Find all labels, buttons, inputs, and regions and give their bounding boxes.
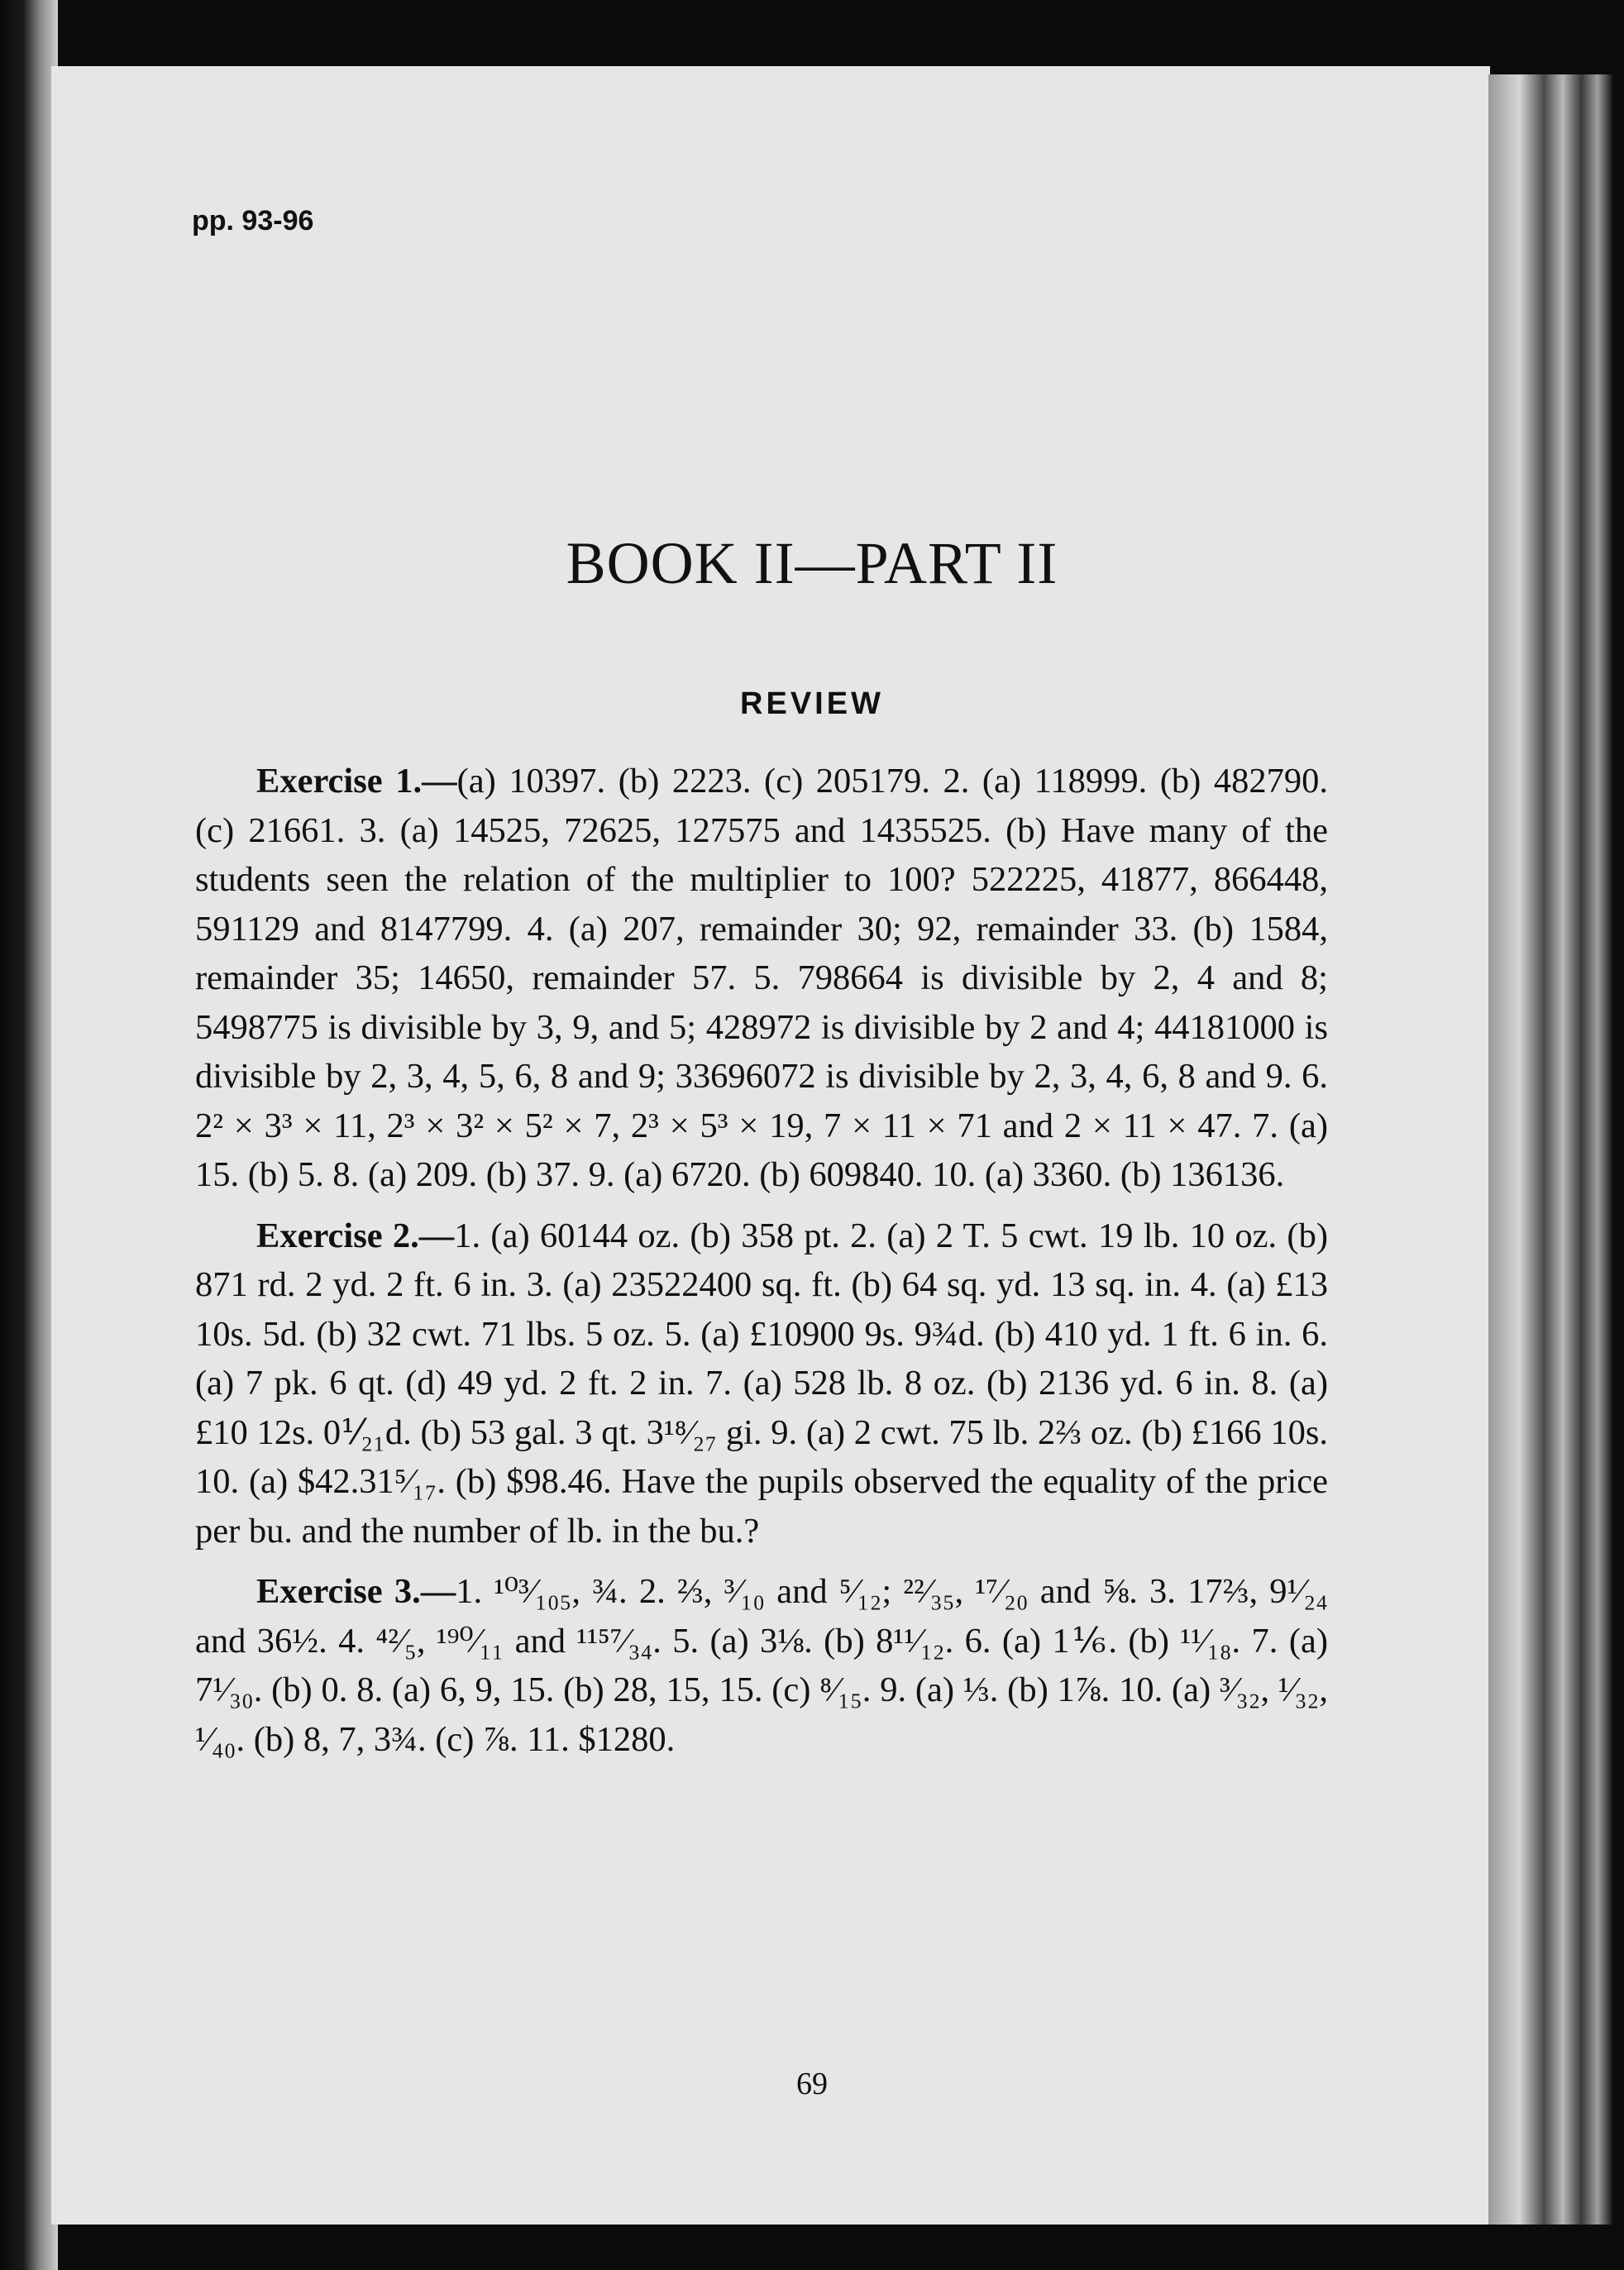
exercise-3	[195, 1567, 1328, 1764]
exercise-1	[195, 757, 1328, 1200]
section-heading: REVIEW	[740, 686, 884, 721]
exercise-text: 1. (a) 60144 oz. (b) 358 pt. 2. (a) 2 T. 5 cwt. 19 lb. 10 oz. (b) 871 rd. 2 yd. 2 ft. 6 in. 3. (a) 23522400 sq. ft. (b) 64 sq. yd. 13 sq. in. 4. (a) £13 10s. 5d. (b) 32 cwt. 71 lbs. 5 oz. 5. (a) £10900 9s. 9¾d. (b) 410 yd. 1 ft. 6 in. 6. (a) 7 pk. 6 qt. (d) 49 yd. 2 ft. 2 in. 7. (a) 528 lb. 8 oz. (b) 2136 yd. 6 in. 8. (a) £10 12s. 0⅟₂₁d. (b) 53 gal. 3 qt. 3¹⁸⁄₂₇ gi. 9. (a) 2 cwt. 75 lb. 2⅔ oz. (b) £166 10s. 10. (a) $42.31⁵⁄₁₇. (b) $98.46. Have the pupils observed the equality of the price per bu. and the number of lb. in the bu.?	[195, 1216, 1328, 1551]
book-page-edges-right	[1488, 74, 1612, 2225]
exercise-label: Exercise 1.—	[256, 762, 457, 800]
exercise-text: (a) 10397. (b) 2223. (c) 205179. 2. (a) 118999. (b) 482790. (c) 21661. 3. (a) 14525, 72625, 127575 and 1435525. (b) Have many of the students seen the relation of the multiplier to 100? 522225, 41877, 866448, 591129 and 8147799. 4. (a) 207, remainder 30; 92, remainder 33. (b) 1584, remainder 35; 14650, remainder 57. 5. 798664 is divisible by 2, 4 and 8; 5498775 is divisible by 3, 9, and 5; 428972 is divisible by 2 and 4; 44181000 is divisible by 2, 3, 4, 5, 6, 8 and 9; 33696072 is divisible by 2, 3, 4, 6, 8 and 9. 6. 2² × 3³ × 11, 2³ × 3² × 5² × 7, 2³ × 5³ × 19, 7 × 11 × 71 and 2 × 11 × 47. 7. (a) 15. (b) 5. 8. (a) 209. (b) 37. 9. (a) 6720. (b) 609840. 10. (a) 3360. (b) 136136.	[195, 762, 1328, 1194]
page-number: 69	[796, 2067, 828, 2101]
exercise-2	[195, 1211, 1328, 1556]
exercise-label: Exercise 3.—	[256, 1572, 456, 1611]
page-title: BOOK II—PART II	[566, 530, 1058, 596]
exercise-label: Exercise 2.—	[256, 1216, 455, 1255]
book-gutter-left	[0, 0, 58, 2270]
page-range-header: pp. 93-96	[192, 205, 314, 237]
exercise-text: 1. ¹⁰³⁄₁₀₅, ¾. 2. ⅔, ³⁄₁₀ and ⁵⁄₁₂; ²²⁄₃₅, ¹⁷⁄₂₀ and ⅝. 3. 17⅔, 9¹⁄₂₄ and 36½. 4. ⁴²⁄₅, ¹⁹⁰⁄₁₁ and ¹¹⁵⁷⁄₃₄. 5. (a) 3⅛. (b) 8¹¹⁄₁₂. 6. (a) 1⅙. (b) ¹¹⁄₁₈. 7. (a) 7¹⁄₃₀. (b) 0. 8. (a) 6, 9, 15. (b) 28, 15, 15. (c) ⁸⁄₁₅. 9. (a) ⅓. (b) 1⅞. 10. (a) ³⁄₃₂, ¹⁄₃₂, ¹⁄₄₀. (b) 8, 7, 3¾. (c) ⅞. 11. $1280.	[195, 1572, 1328, 1759]
answers-body	[195, 757, 1328, 1775]
